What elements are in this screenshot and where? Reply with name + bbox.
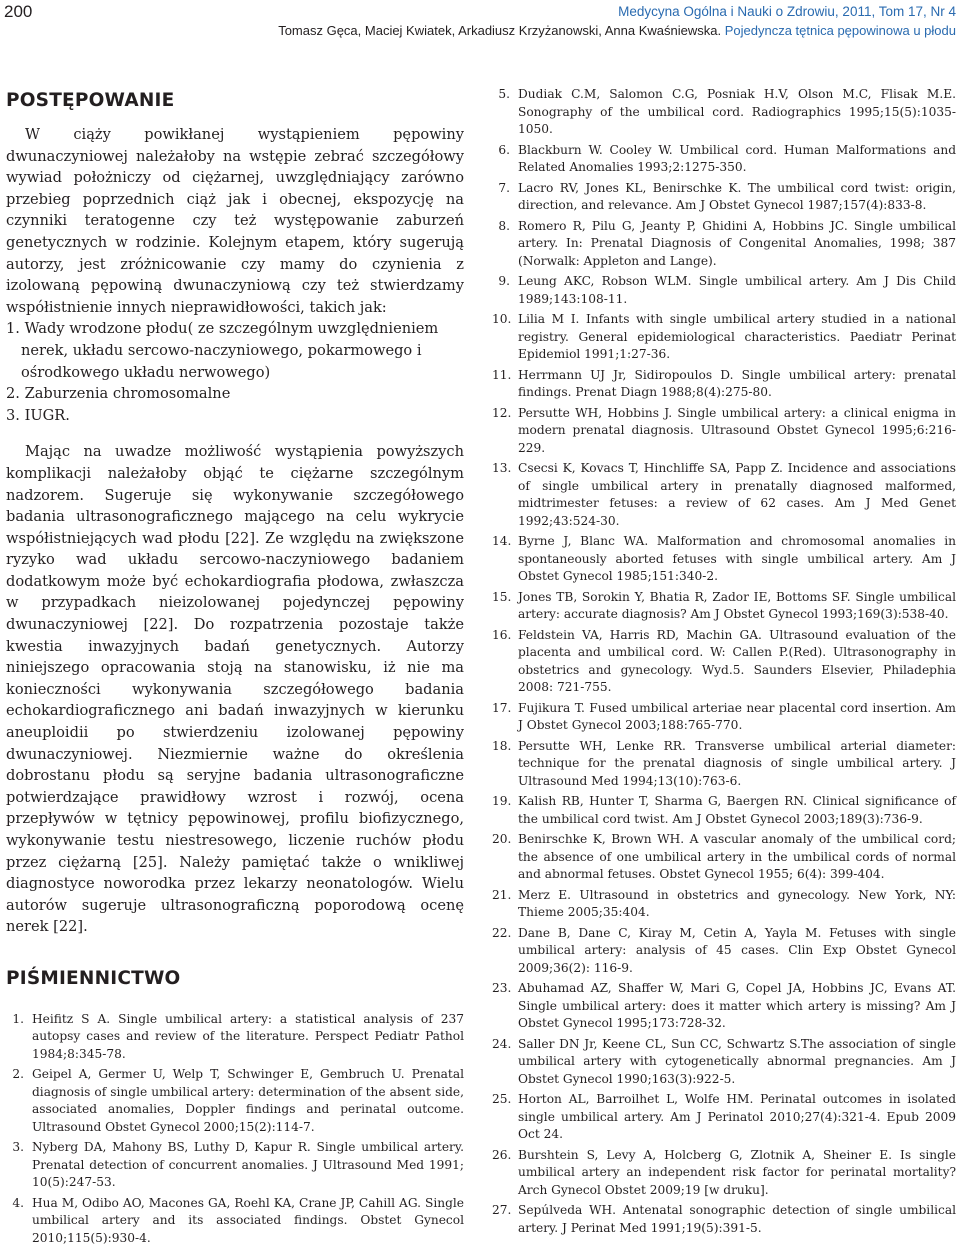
reference-item <box>492 86 956 139</box>
reference-number: 6. <box>498 142 510 157</box>
header-authors: Tomasz Gęca, Maciej Kwiatek, Arkadiusz Krzyżanowski, Anna Kwaśniewska. <box>278 23 722 38</box>
reference-text: Csecsi K, Kovacs T, Hinchliffe SA, Papp Z. Incidence and associations of single umbilical artery in prenatally diagnosed malformed, midtrimester fetuses: a review of 62 cases. Am J Med Genet 1992;43:524-30. <box>518 461 956 528</box>
reference-item <box>492 589 956 624</box>
reference-text: Jones TB, Sorokin Y, Bhatia R, Zador IE, Bottoms SF. Single umbilical artery: accurate diagnosis? Am J Obstet Gynecol 1993;169(3):538-40. <box>518 589 956 621</box>
reference-text: Leung AKC, Robson WLM. Single umbilical artery. Am J Dis Child 1989;143:108-11. <box>518 274 956 306</box>
reference-text: Persutte WH, Lenke RR. Transverse umbilical arterial diameter: technique for the prenatal diagnosis of single umbilical artery. J Ultrasound Med 1994;13(10):763-6. <box>518 738 956 788</box>
reference-item <box>6 1066 464 1136</box>
reference-text: Merz E. Ultrasound in obstetrics and gynecology. New York, NY: Thieme 2005;35:404. <box>518 887 956 919</box>
reference-item <box>492 738 956 791</box>
reference-number: 16. <box>492 627 512 642</box>
reference-number: 17. <box>492 700 512 715</box>
reference-text: Fujikura T. Fused umbilical arteriae near placental cord insertion. Am J Obstet Gynecol 2003;188:765-770. <box>518 700 956 732</box>
reference-text: Hua M, Odibo AO, Macones GA, Roehl KA, Crane JP, Cahill AG. Single umbilical artery and its associated findings. Obstet Gynecol 2010;115(5):930-4. <box>32 1195 464 1245</box>
reference-item <box>492 980 956 1033</box>
reference-text: Abuhamad AZ, Shaffer W, Mari G, Copel JA, Hobbins JC, Evans AT. Single umbilical artery: does it matter which artery is missing? Am J Obstet Gynecol 1995;173:728-32. <box>518 981 956 1030</box>
reference-number: 26. <box>492 1147 512 1162</box>
list-item-2: 2. Zaburzenia chromosomalne <box>6 385 231 403</box>
reference-text: Lilia M I. Infants with single umbilical artery studied in a national registry. General epidemiological characteristics. Paediatr Perinat Epidemiol 1991;1:27-36. <box>518 312 956 361</box>
reference-item <box>6 1195 464 1248</box>
section-heading-references: PIŚMIENNICTWO <box>6 967 181 989</box>
reference-item <box>492 1091 956 1144</box>
reference-number: 27. <box>492 1203 512 1217</box>
reference-item <box>492 831 956 884</box>
left-column <box>6 86 464 1250</box>
section-heading-postepowanie: POSTĘPOWANIE <box>6 90 175 111</box>
section-body <box>6 124 464 938</box>
reference-number: 13. <box>492 461 512 475</box>
reference-number: 2. <box>12 1067 24 1082</box>
paragraph-1: W ciąży powikłanej wystąpieniem pępowiny dwunaczyniowej należałoby na wstępie zebrać szczegółowy wywiad położniczy od ciężarnej, uwzględniający zarówno przebieg poprzednich ciąż jak i obecnej, ekspozycję na czynniki teratogenne czy też występowanie zaburzeń genetycznych w rodzinie. Kolejnym etapem, który sugerują autorzy, jest zróżnicowanie czy mamy do czynienia z izolowaną pępowiną dwunaczyniową czy też stwierdzamy współistnienie innych nieprawidłowości, takich jak: <box>6 126 464 316</box>
reference-item <box>492 273 956 308</box>
reference-item <box>492 1036 956 1089</box>
reference-text: Romero R, Pilu G, Jeanty P, Ghidini A, Hobbins JC. Single umbilical artery. In: Prenatal Diagnosis of Congenital Anomalies, 1998; 387 (Norwalk: Appleton and Lange). <box>518 218 956 268</box>
reference-text: Herrmann UJ Jr, Sidiropoulos D. Single umbilical artery: prenatal findings. Prenat Diagn 1988;8(4):275-80. <box>518 367 956 399</box>
reference-text: Nyberg DA, Mahony BS, Luthy D, Kapur R. Single umbilical artery. Prenatal detection of concurrent anomalies. J Ultrasound Med 1991; 10(5):247-53. <box>32 1140 464 1190</box>
reference-text: Sepúlveda WH. Antenatal sonographic detection of single umbilical artery. J Perinat Med 1991;19(5):391-5. <box>518 1203 956 1235</box>
reference-text: Byrne J, Blanc WA. Malformation and chromosomal anomalies in spontaneously aborted fetuses with single umbilical artery. Am J Obstet Gynecol 1985;151:340-2. <box>518 534 956 583</box>
reference-item <box>492 533 956 586</box>
reference-text: Heifitz S A. Single umbilical artery: a statistical analysis of 237 autopsy cases and review of the literature. Perspect Pediatr Pathol 1984;8:345-78. <box>32 1011 464 1061</box>
reference-item <box>492 887 956 922</box>
reference-text: Horton AL, Barroilhet L, Wolfe HM. Perinatal outcomes in isolated single umbilical artery. Am J Perinatol 2010;27(4):321-4. Epub 2009 Oct 24. <box>518 1092 956 1141</box>
reference-text: Kalish RB, Hunter T, Sharma G, Baergen RN. Clinical significance of the umbilical cord twist. Am J Obstet Gynecol 2003;189(3):736-9. <box>518 794 956 826</box>
reference-number: 11. <box>492 367 512 382</box>
page-number: 200 <box>4 2 33 21</box>
reference-number: 19. <box>492 794 512 808</box>
reference-number: 20. <box>492 832 512 846</box>
reference-item <box>492 460 956 530</box>
reference-number: 9. <box>498 274 510 288</box>
reference-item <box>492 793 956 828</box>
reference-number: 21. <box>492 887 512 902</box>
reference-number: 7. <box>498 180 510 195</box>
references-list-right <box>492 86 956 1237</box>
reference-number: 15. <box>492 589 512 604</box>
reference-number: 22. <box>492 925 512 940</box>
reference-text: Dane B, Dane C, Kiray M, Cetin A, Yayla M. Fetuses with single umbilical artery: analysis of 45 cases. Clin Exp Obstet Gynecol 2009;36(2): 116-9. <box>518 925 956 975</box>
paragraph-gap <box>6 426 464 441</box>
reference-number: 25. <box>492 1092 512 1106</box>
reference-item <box>492 700 956 735</box>
reference-text: Dudiak C.M, Salomon C.G, Posniak H.V, Olson M.C, Flisak M.E. Sonography of the umbilical cord. Radiographics 1995;15(5):1035-1050. <box>518 87 956 136</box>
reference-number: 8. <box>498 218 510 233</box>
reference-number: 10. <box>492 312 512 326</box>
reference-item <box>492 180 956 215</box>
reference-text: Saller DN Jr, Keene CL, Sun CC, Schwartz S.The association of single umbilical artery with cytogenetically abnormal pregnancies. Am J Obstet Gynecol 1990;163(3):922-5. <box>518 1036 956 1086</box>
paragraph-2: Mając na uwadze możliwość wystąpienia powyższych komplikacji należałoby objąć te ciężarne szczególnym nadzorem. Sugeruje się wykonywanie szczegółowego badania ultrasonograficznego mającego na celu wykrycie współistniejących wad płodu [22]. Ze względu na zwiększone ryzyko wad układu sercowo-naczyniowego badaniem dodatkowym może być echokardiografia płodowa, zwłaszcza w przypadkach nieizolowanej pojedynczej pępowiny dwunaczyniowej [22]. Do rozpatrzenia pozostaje także kwestia inwazyjnych badań genetycznych. Autorzy niniejszego opracowania stoją na stanowisku, iż nie ma konieczności wykonywania szczegółowego badania echokardiograficznego ani badań inwazyjnych w kierunku aneuploidii po stwierdzeniu izolowanej pępowiny dwunaczyniowej. Niezmiernie ważne do określenia dobrostanu płodu są seryjne badania ultrasonograficzne potwierdzające prawidłowy wzrost i rozwój, ocena przepływów w tętnicy pępowinowej, profilu biofizycznego, wykonywanie testu niestresowego, liczenie ruchów płodu przez ciężarną [25]. Należy pamiętać także o wnikliwej diagnostyce noworodka przez lekarzy neonatologów. Wielu autorów sugeruje ultrasonograficzną poporodową ocenę nerek [22]. <box>6 443 464 936</box>
reference-text: Blackburn W. Cooley W. Umbilical cord. Human Malformations and Related Anomalies 1993;2:1275-350. <box>518 142 956 174</box>
reference-number: 12. <box>492 405 512 420</box>
reference-item <box>492 311 956 364</box>
reference-text: Geipel A, Germer U, Welp T, Schwinger E, Gembruch U. Prenatal diagnosis of single umbilical artery: determination of the absent side, associated anomalies, Doppler findings and perinatal outcome. Ultrasound Obstet Gynecol 2000;15(2):114-7. <box>32 1067 464 1134</box>
reference-text: Burshtein S, Levy A, Holcberg G, Zlotnik A, Sheiner E. Is single umbilical artery an independent risk factor for perinatal mortality? Arch Gynecol Obstet 2009;19 [w druku]. <box>518 1147 956 1197</box>
header-short-title: Pojedyncza tętnica pępowinowa u płodu <box>724 23 956 38</box>
reference-item <box>492 627 956 697</box>
running-subheader <box>278 23 956 38</box>
references-list-left <box>6 1011 464 1248</box>
reference-number: 4. <box>12 1195 24 1210</box>
right-column <box>492 86 956 1240</box>
list-item-3: 3. IUGR. <box>6 406 70 424</box>
reference-number: 24. <box>492 1036 512 1051</box>
reference-number: 18. <box>492 738 512 753</box>
reference-item <box>6 1139 464 1192</box>
reference-number: 23. <box>492 981 512 995</box>
reference-text: Benirschke K, Brown WH. A vascular anomaly of the umbilical cord; the absence of one umbilical artery in the umbilical cords of normal and abnormal fetuses. Obstet Gynecol 1955; 6(4): 399-404. <box>518 832 956 881</box>
reference-text: Lacro RV, Jones KL, Benirschke K. The umbilical cord twist: origin, direction, and relevance. Am J Obstet Gynecol 1987;157(4):833-8. <box>518 180 956 212</box>
reference-item <box>492 367 956 402</box>
reference-item <box>492 1202 956 1237</box>
reference-number: 1. <box>12 1011 24 1026</box>
reference-item <box>492 1147 956 1200</box>
reference-number: 14. <box>492 534 512 548</box>
list-item-1: 1. Wady wrodzone płodu( ze szczególnym uwzględnieniem nerek, układu sercowo-naczyniowego, pokarmowego i ośrodkowego układu nerwowego) <box>6 320 439 381</box>
reference-number: 3. <box>12 1140 24 1155</box>
running-header <box>4 2 956 24</box>
reference-text: Persutte WH, Hobbins J. Single umbilical artery: a clinical enigma in modern prenatal diagnosis. Ultrasound Obstet Gynecol 1995;6:216-229. <box>518 405 956 455</box>
reference-item <box>6 1011 464 1064</box>
reference-item <box>492 405 956 458</box>
reference-item <box>492 142 956 177</box>
reference-number: 5. <box>498 87 510 101</box>
reference-item <box>492 925 956 978</box>
reference-item <box>492 218 956 271</box>
journal-citation: Medycyna Ogólna i Nauki o Zdrowiu, 2011, Tom 17, Nr 4 <box>618 4 956 19</box>
reference-text: Feldstein VA, Harris RD, Machin GA. Ultrasound evaluation of the placenta and umbilical cord. W: Callen P.(Red). Ultrasonography in obstetrics and gynecology. Wyd.5. Saunders Elsevier, Philadephia 2008: 721-755. <box>518 627 956 694</box>
